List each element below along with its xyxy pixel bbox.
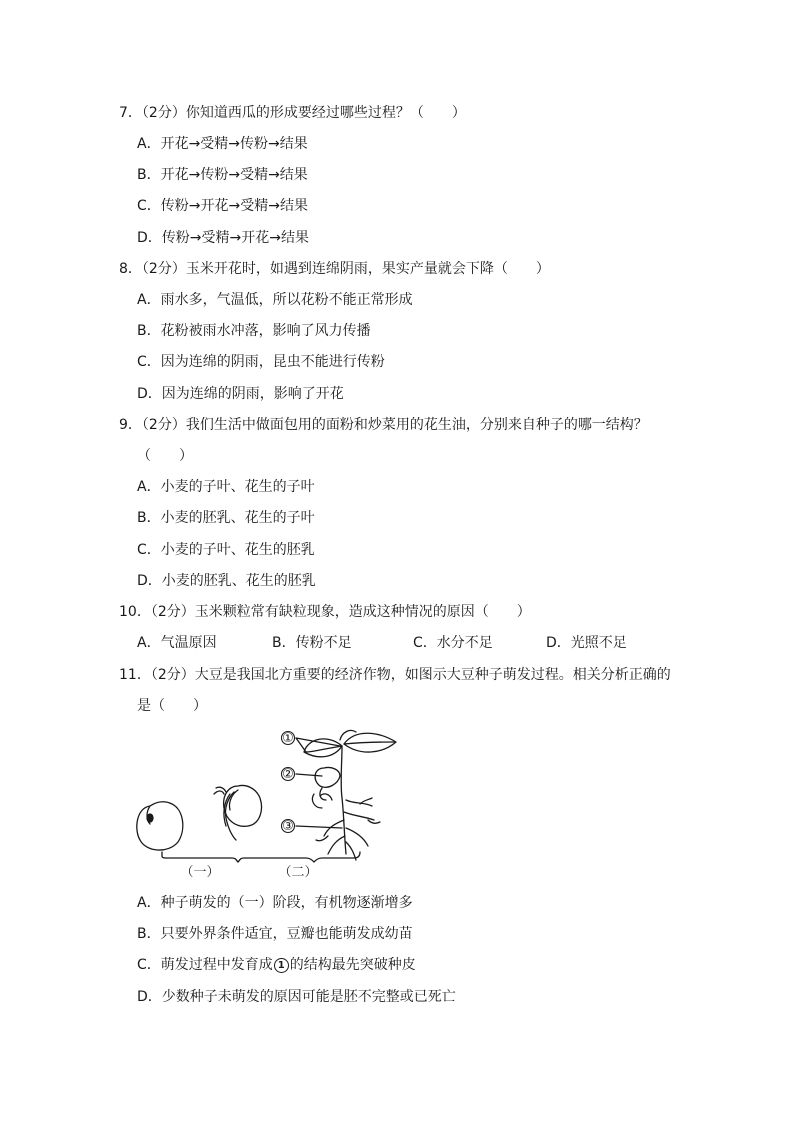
question-10-option-b: B．传粉不足	[272, 635, 352, 651]
circled-number-1: 1	[274, 958, 289, 973]
label-2-text: ②	[282, 767, 294, 782]
figure-label-1	[282, 731, 295, 746]
question-7-option-d: D．传粉→受精→开花→结果	[137, 230, 309, 246]
question-11-option-a: A．种子萌发的（一）阶段，有机物逐渐增多	[137, 895, 413, 911]
stage-label-1: （一）	[180, 865, 220, 880]
soybean-germination-figure	[128, 724, 408, 884]
germinating-seed-drawing	[214, 786, 262, 841]
option-c-prefix: C．萌发过程中发育成	[137, 957, 273, 973]
question-10-stem: 10．（2分）玉米颗粒常有缺粒现象，造成这种情况的原因（ ）	[119, 604, 531, 620]
question-8-option-b: B．花粉被雨水冲落，影响了风力传播	[137, 323, 371, 339]
option-c-suffix: 的结构最先突破种皮	[289, 957, 416, 973]
germination-diagram	[128, 724, 408, 884]
question-11-stem-continuation: 是（ ）	[137, 698, 207, 714]
question-7-option-a: A．开花→受精→传粉→结果	[137, 136, 308, 152]
question-11-option-c	[137, 956, 416, 974]
question-11-stem: 11．（2分）大豆是我国北方重要的经济作物，如图示大豆种子萌发过程。相关分析正确的	[119, 667, 671, 683]
seed-drawing	[137, 802, 183, 850]
label-1-text: ①	[282, 731, 294, 746]
figure-label-2	[282, 767, 295, 782]
question-7-option-b: B．开花→传粉→受精→结果	[137, 167, 308, 183]
stage-label-2: （二）	[278, 865, 318, 880]
question-8-option-a: A．雨水多，气温低，所以花粉不能正常形成	[137, 292, 413, 308]
question-11-option-b: B．只要外界条件适宜，豆瓣也能萌发成幼苗	[137, 926, 413, 942]
question-9-stem-continuation: （ ）	[137, 448, 193, 464]
question-8-option-c: C．因为连绵的阴雨，昆虫不能进行传粉	[137, 354, 385, 370]
question-8-option-d: D．因为连绵的阴雨，影响了开花	[137, 386, 344, 402]
question-10-option-d: D．光照不足	[546, 635, 627, 651]
question-7-option-c: C．传粉→开花→受精→结果	[137, 198, 308, 214]
question-10-option-a: A．气温原因	[137, 635, 217, 651]
question-7-stem: 7．（2分）你知道西瓜的形成要经过哪些过程？（ ）	[119, 105, 466, 121]
figure-label-3	[282, 819, 295, 834]
question-8-stem: 8．（2分）玉米开花时，如遇到连绵阴雨，果实产量就会下降（ ）	[119, 261, 550, 277]
question-10-option-c: C．水分不足	[413, 635, 493, 651]
question-9-option-d: D．小麦的胚乳、花生的胚乳	[137, 573, 316, 589]
question-9-option-a: A．小麦的子叶、花生的子叶	[137, 479, 315, 495]
question-9-stem: 9．（2分）我们生活中做面包用的面粉和炒菜用的花生油，分别来自种子的哪一结构？	[119, 417, 648, 433]
label-3-text: ③	[282, 819, 294, 834]
question-11-option-d: D．少数种子未萌发的原因可能是胚不完整或已死亡	[137, 989, 456, 1005]
question-9-option-b: B．小麦的胚乳、花生的子叶	[137, 510, 315, 526]
question-9-option-c: C．小麦的子叶、花生的胚乳	[137, 542, 315, 558]
seedling-drawing	[304, 730, 396, 860]
